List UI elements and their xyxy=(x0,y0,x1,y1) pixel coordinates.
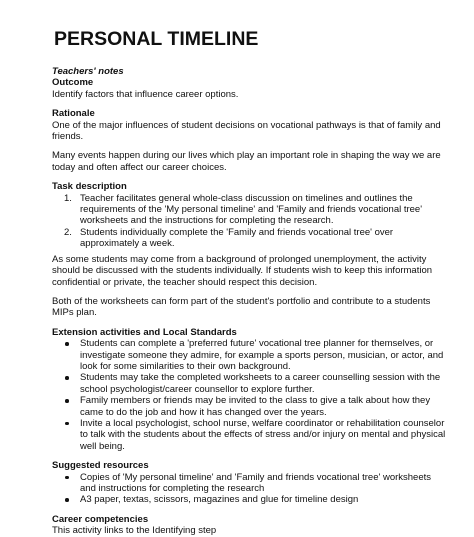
list-item-text: Students can complete a 'preferred future' vocational tree planner for themselves, or investigate someone they admire, for example a sports person, musician, or actor, and look for some similarities to their own background. xyxy=(80,338,444,372)
list-item-text: Copies of 'My personal timeline' and 'Family and friends vocational tree' worksheets and instructions for completing the research xyxy=(80,471,432,494)
list-item-text: Invite a local psychologist, school nurse, welfare coordinator or rehabilitation counselor to talk with the students about the effects of stress and/or injury on mental and physical well being. xyxy=(80,417,446,452)
task-paragraph: As some students may come from a background of prolonged unemployment, the activity should be discussed with the students individually. If students wish to keep this information confidential or private, the teacher should respect this decision. xyxy=(52,253,433,288)
competencies-heading: Career competencies xyxy=(52,513,149,525)
list-item-text: Students may take the completed worksheets to a career counselling session with the school psychologist/career counsellor to explore further. xyxy=(80,372,441,395)
step-text: Teacher facilitates general whole-class discussion on timelines and outlines the requirements of the 'My personal timeline' and 'Family and friends vocational tree' worksheets and the instructions for completing the research. xyxy=(80,192,423,227)
outcome-text: Identify factors that influence career options. xyxy=(52,88,239,100)
task-step xyxy=(52,193,447,227)
list-item xyxy=(52,494,447,505)
document-body xyxy=(52,66,447,537)
bullet-icon xyxy=(65,422,69,426)
task-paragraph: Both of the worksheets can form part of the student's portfolio and contribute to a students MIPs plan. xyxy=(52,295,431,319)
step-number: 2. xyxy=(64,226,72,238)
rationale-paragraph: Many events happen during our lives which play an important role in shaping the way we are today and often affect our career choices. xyxy=(52,150,441,173)
list-item xyxy=(52,338,447,372)
list-item xyxy=(52,418,447,452)
bullet-icon xyxy=(65,399,69,403)
list-item xyxy=(52,472,447,495)
rationale-heading: Rationale xyxy=(52,108,95,120)
step-number: 1. xyxy=(64,192,72,204)
task-steps-list xyxy=(52,193,447,250)
teachers-notes-label: Teachers' notes xyxy=(52,66,124,77)
task-description-heading: Task description xyxy=(52,181,127,193)
bullet-icon xyxy=(65,476,69,480)
extension-heading: Extension activities and Local Standards xyxy=(52,326,237,338)
list-item xyxy=(52,395,447,418)
page-title: PERSONAL TIMELINE xyxy=(54,28,259,50)
outcome-heading: Outcome xyxy=(52,77,94,89)
task-step xyxy=(52,227,447,250)
bullet-icon xyxy=(65,342,69,346)
bullet-icon xyxy=(65,376,69,380)
extension-list xyxy=(52,338,447,452)
bullet-icon xyxy=(65,498,69,502)
resources-heading: Suggested resources xyxy=(52,460,149,472)
competencies-text: This activity links to the Identifying step xyxy=(52,525,217,537)
step-text: Students individually complete the 'Family and friends vocational tree' over approximately a week. xyxy=(80,226,394,250)
list-item-text: A3 paper, textas, scissors, magazines and glue for timeline design xyxy=(80,494,359,506)
rationale-paragraph: One of the major influences of student decisions on vocational pathways is that of family and friends. xyxy=(52,119,441,143)
list-item xyxy=(52,372,447,395)
list-item-text: Family members or friends may be invited to the class to give a talk about how they came to do the job and how it has changed over the years. xyxy=(80,395,431,418)
resources-list xyxy=(52,472,447,506)
